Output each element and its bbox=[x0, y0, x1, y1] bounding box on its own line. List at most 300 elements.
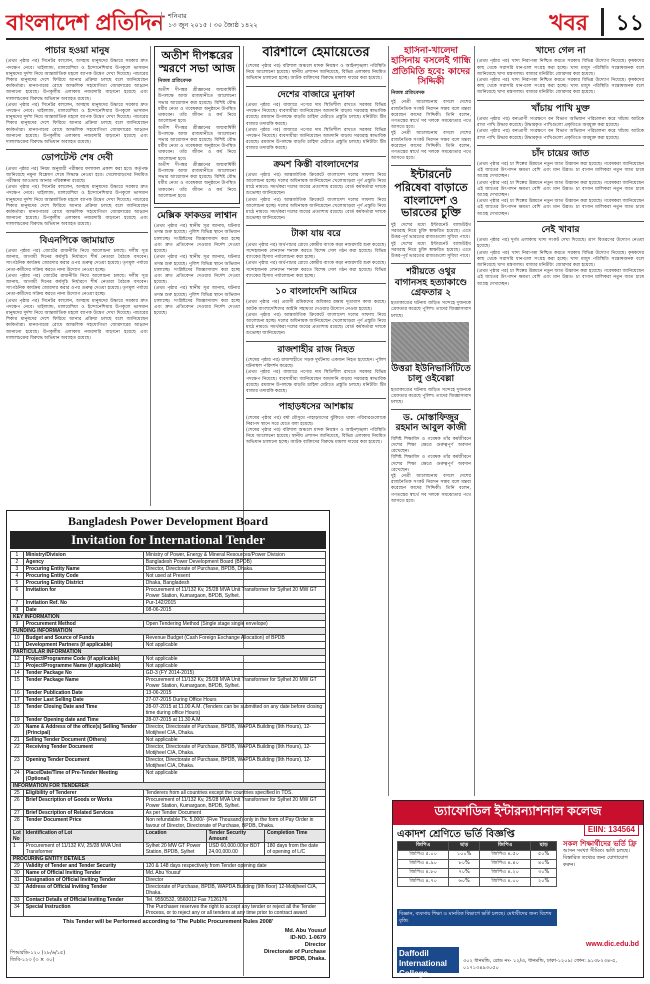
article-headline[interactable]: টাকা যায় বরে bbox=[291, 229, 341, 240]
ad-college-name: ড্যাফোডিল ইন্টারন্যাশনাল কলেজ bbox=[393, 801, 643, 825]
tender-cell-k: Procuring Entity Code bbox=[23, 573, 143, 580]
tender-section-header bbox=[11, 783, 326, 790]
article-body-cont: (প্রথম পৃষ্ঠার পর) বন্যপ্রাণী সংরক্ষণে বন বিভাগ অভিযান পরিচালনা করে খাঁচায় আটকে রাখা পাখি উদ্ধার করেছে। উদ্ধারকৃত পাখিগুলো প্রকৃতিতে অবমুক্ত করা হয়েছে। bbox=[477, 129, 644, 141]
lot-header-cell: Lot No bbox=[11, 830, 24, 843]
tender-cell-v: 120 & 148 days respectively from Tender opening date bbox=[143, 863, 325, 870]
date-label: ১৩ জুন ২০১৫ । ৩০ জ্যৈষ্ঠ ১৪২২ bbox=[168, 21, 258, 29]
tender-cell-n: 29 bbox=[11, 863, 24, 870]
divider bbox=[477, 221, 644, 222]
article-headline[interactable]: হাসিনা-খালেদা হাসিনায় বসলেই গান্ধি প্রতিমিতি হবে: কাদের সিদ্দিকী bbox=[391, 46, 471, 88]
tender-cell-k: Name of Official Inviting Tender bbox=[23, 870, 143, 877]
article-body: (প্রথম পৃষ্ঠার পর) নিয়ম অনুযায়ী পরীক্ষার ফলাফল প্রকাশ করা হবে। কর্তৃপক্ষ জানিয়েছে নমুনা বিশ্লেষণ শেষে সিদ্ধান্ত নেওয়া হবে। খেলোয়াড়দের নিয়মিত পরীক্ষার আওতায় আনার পরিকল্পনা রয়েছে। bbox=[6, 166, 148, 184]
article-headline[interactable]: ইন্টারনেট পরিষেবা বাড়াতে বাংলাদেশ ও ভারতের চুক্তি bbox=[394, 168, 468, 220]
tender-cell-k: Project/Programme Name (if applicable) bbox=[23, 663, 143, 670]
gpa-cell: জিপিএ ৪.৪০ bbox=[480, 860, 531, 869]
tender-cell-k: Tender Publication Date bbox=[23, 690, 143, 697]
article-body-cont: (প্রথম পৃষ্ঠার পর) বাজারে পণ্যের দাম স্থিতিশীল রাখতে সরকার বিভিন্ন পদক্ষেপ নিয়েছে। ব্যবসায়ীরা জানিয়েছেন আমদানি বাড়ায় সরবরাহ স্বাভাবিক রয়েছে। রমজান উপলক্ষে বাড়তি চাহিদা মেটাতে প্রস্তুতি চলছে। মনিটরিং টিম বাজার তদারকি করছে। bbox=[246, 127, 386, 152]
tender-row bbox=[11, 656, 326, 663]
article-headline[interactable]: বরিশালে হেমায়েতের bbox=[262, 46, 370, 60]
tender-cell-n: 2 bbox=[11, 559, 24, 566]
gpa-header-cell: ছাড় bbox=[449, 842, 480, 851]
tender-cell-v: 13-06-2015 bbox=[143, 690, 325, 697]
lot-header-cell: Location bbox=[143, 830, 206, 843]
tender-cell-k: Selling Tender Document (Others) bbox=[23, 737, 143, 744]
tender-row bbox=[11, 904, 326, 917]
tender-cell-n: 5 bbox=[11, 580, 24, 587]
tender-row bbox=[11, 790, 326, 797]
tender-cell-k: Tender Document Price bbox=[23, 817, 143, 830]
article-headline[interactable]: পাহাড়ধসের আশঙ্কায় bbox=[278, 402, 354, 413]
tender-cell-n: 15 bbox=[11, 677, 24, 690]
article-headline[interactable]: খাদ্যে গেল না bbox=[535, 46, 586, 56]
article-body-cont: দুই দেশের মধ্যে ইন্টারনেট ব্যান্ডউইথ সরবরাহ নিয়ে চুক্তি স্বাক্ষরিত হয়েছে। এতে উত্তর-পূর্ব ভারতের রাজ্যগুলো সুবিধা পাবে। bbox=[391, 241, 471, 259]
tender-cell-k: Development Partners (if applicable) bbox=[23, 642, 143, 649]
tender-cell-v: Director bbox=[143, 877, 325, 884]
article-body-cont: (প্রথম পৃষ্ঠার পর) খাদ্য নিরাপত্তা নিশ্চিত করতে সরকার বিভিন্ন উদ্যোগ নিয়েছে। কৃষকদের কাছ থেকে সরাসরি ধান-চাল সংগ্রহ করা হচ্ছে। খাদ্য মজুদ পরিস্থিতি সন্তোষজনক বলে জানিয়েছে খাদ্য মন্ত্রণালয়। বাজার মনিটরিং জোরদার করা হয়েছে। bbox=[477, 77, 644, 96]
tender-org: Bangladesh Power Development Board bbox=[67, 514, 269, 528]
column-5 bbox=[477, 46, 644, 796]
gpa-row bbox=[398, 851, 557, 860]
section-title: খবর bbox=[549, 11, 588, 36]
tender-row bbox=[11, 697, 326, 704]
article-body-cont: অতীশ দীপঙ্কর শ্রীজ্ঞানের জন্মবার্ষিকী উপলক্ষে আজ রাজধানীতে আলোচনা সভার আয়োজন করা হয়েছে। বিশিষ্ট বৌদ্ধ ধর্মীয় নেতা ও গবেষকরা অনুষ্ঠানে উপস্থিত থাকবেন। তাঁর জীবন ও কর্ম নিয়ে আলোচনা হবে। bbox=[158, 162, 236, 199]
tender-cell-n: 33 bbox=[11, 897, 24, 904]
tender-cell-v: Not applicable bbox=[143, 656, 325, 663]
tender-row bbox=[11, 670, 326, 677]
newspaper-logo: বাংলাদেশ প্রতিদিন bbox=[6, 10, 164, 36]
column-rule bbox=[474, 46, 475, 796]
tender-cell-k: Designation of Official Inviting Tender bbox=[23, 877, 143, 884]
lot-cell: Sylhet 20 MW GT Power Station, BPDB, Sylhet bbox=[143, 843, 206, 856]
article-headline[interactable]: চাঁদ চায়ের জাত bbox=[531, 148, 590, 159]
article-headline[interactable]: অতীশ দীপঙ্করের স্মরণে সভা আজ bbox=[158, 49, 236, 75]
tender-cell-n: 1 bbox=[11, 552, 24, 559]
tender-cell-v: 27-07-2015 During Office Hours bbox=[143, 697, 325, 704]
tender-section-label: KEY INFORMATION bbox=[11, 614, 326, 621]
tender-cell-n: 23 bbox=[11, 757, 24, 770]
article-body: দুই নেত্রী আলোচনায় বসলে দেশের রাজনৈতিক সংকট নিরসন সম্ভব বলে মন্তব্য করেছেন কাদের সিদ্দিকী। তিনি বলেন, গণতন্ত্রের স্বার্থে সব দলকে সমঝোতার পথে আসতে হবে। bbox=[391, 100, 471, 131]
tender-cell-v: Tenderers from all countries except the countries specified in TDS. bbox=[143, 790, 325, 797]
tender-table bbox=[10, 551, 326, 917]
ref-code: পিআরডি-১২০ (২৮/৬/১৫) bbox=[10, 950, 66, 956]
lot-cell: USD 60,000.00 or BDT 24,00,000.00 bbox=[206, 843, 264, 856]
tender-cell-v: Not applicable bbox=[143, 663, 325, 670]
divider bbox=[246, 225, 386, 226]
article-body: (প্রথম পৃষ্ঠার পর) বাজারে পণ্যের দাম স্থিতিশীল রাখতে সরকার বিভিন্ন পদক্ষেপ নিয়েছে। ব্যবসায়ীরা জানিয়েছেন আমদানি বাড়ায় সরবরাহ স্বাভাবিক রয়েছে। রমজান উপলক্ষে বাড়তি চাহিদা মেটাতে প্রস্তুতি চলছে। মনিটরিং টিম বাজার তদারকি করছে। bbox=[246, 102, 386, 127]
article-body-cont: দুই নেত্রী আলোচনায় বসলে দেশের রাজনৈতিক সংকট নিরসন সম্ভব বলে মন্তব্য করেছেন কাদের সিদ্দিকী। তিনি বলেন, গণতন্ত্রের স্বার্থে সব দলকে সমঝোতার পথে আসতে হবে। bbox=[391, 131, 471, 162]
tender-row bbox=[11, 877, 326, 884]
article-body: (প্রথম পৃষ্ঠার পর) স্থানীয় সূত্র জানায়, ঘটনার তদন্ত শুরু হয়েছে। পুলিশ বিভিন্ন স্থানে অভিযান চালাচ্ছে। সংশ্লিষ্টদের জিজ্ঞাসাবাদ করা হচ্ছে এবং দ্রুত প্রতিবেদন দেওয়ার নির্দেশ দেওয়া হয়েছে। bbox=[154, 224, 240, 255]
divider bbox=[246, 156, 386, 157]
tender-cell-k: Tender Package Name bbox=[23, 677, 143, 690]
tender-row bbox=[11, 635, 326, 642]
tender-cell-n: 25 bbox=[11, 790, 24, 797]
day-label: শনিবার bbox=[168, 12, 187, 20]
tender-section-label: FUNDING INFORMATION bbox=[11, 628, 326, 635]
article-headline[interactable]: ক্রমশ কিস্তী বাংলাদেশের bbox=[273, 159, 359, 170]
tender-cell-v: Procurement of 11/132 Kv, 25/28 MVA Unit Transformer for Sylhet 20 MW GT Power Station, Kumargaon, BPDB, Sylhet. bbox=[143, 677, 325, 690]
tender-cell-k: Validity of Tender and Tender Security bbox=[23, 863, 143, 870]
tender-cell-n: 17 bbox=[11, 697, 24, 704]
article-body-cont: অতীশ দীপঙ্কর শ্রীজ্ঞানের জন্মবার্ষিকী উপলক্ষে আজ রাজধানীতে আলোচনা সভার আয়োজন করা হয়েছে। বিশিষ্ট বৌদ্ধ ধর্মীয় নেতা ও গবেষকরা অনুষ্ঠানে উপস্থিত থাকবেন। তাঁর জীবন ও কর্ম নিয়ে আলোচনা হবে। bbox=[158, 125, 236, 162]
tender-row bbox=[11, 580, 326, 587]
tender-cell-v: Director, Directorate of Purchase, BPDB, WAPDA Building (9th Hours), 12-Motijheel C/A, Dhaka. bbox=[143, 757, 325, 770]
tender-cell-n: 10 bbox=[11, 635, 24, 642]
article-body-cont: (প্রথম পৃষ্ঠার পর) স্থানীয় সূত্র জানায়, ঘটনার তদন্ত শুরু হয়েছে। পুলিশ বিভিন্ন স্থানে অভিযান চালাচ্ছে। সংশ্লিষ্টদের জিজ্ঞাসাবাদ করা হচ্ছে এবং দ্রুত প্রতিবেদন দেওয়ার নির্দেশ দেওয়া হয়েছে। bbox=[154, 286, 240, 317]
tender-cell-n: 3 bbox=[11, 566, 24, 573]
tender-cell-v: Not applicable bbox=[143, 770, 325, 783]
tender-cell-k: Date bbox=[23, 607, 143, 614]
tender-cell-v: Not applicable bbox=[143, 737, 325, 744]
tender-cell-k: Budget and Source of Funds bbox=[23, 635, 143, 642]
tender-cell-v: Non refundable Tk. 5,000/- (Five Thousand) only in the form of Pay Order in favour of Director, Directorate of Purchase, BPDB, Dhaka. bbox=[143, 817, 325, 830]
tender-cell-k: Brief Description of Goods or Works bbox=[23, 797, 143, 810]
tender-cell-v: The Purchaser reserves the right to accept any tender or reject all the Tender Process, or to reject any or all tenders at any time prior to contract award bbox=[143, 904, 325, 917]
tender-cell-n: 12 bbox=[11, 656, 24, 663]
tender-row bbox=[11, 817, 326, 830]
tender-cell-v: Director, Directorate of Purchase, BPDB, Dhaka. bbox=[143, 566, 325, 573]
gpa-header-cell: জিপিএ bbox=[398, 842, 449, 851]
gpa-row bbox=[398, 878, 557, 887]
tender-cell-n: 30 bbox=[11, 870, 24, 877]
tender-cell-k: Eligibility of Tenderer bbox=[23, 790, 143, 797]
tender-cell-k: Brief Description of Related Services bbox=[23, 810, 143, 817]
article-body: (প্রথম পৃষ্ঠার পর) দুর্গম এলাকায় খাদ্য সংকট দেখা দিয়েছে। ত্রাণ বিতরণের উদ্যোগ নেওয়া হয়েছে। bbox=[477, 238, 644, 250]
divider bbox=[6, 149, 148, 150]
article-body: (প্রথম পৃষ্ঠার পর) চা শিল্পের উন্নয়নে নতুন জাত উদ্ভাবন করা হয়েছে। গবেষকরা জানিয়েছেন এই জাতের উৎপাদন ক্ষমতা বেশি এবং মান উন্নত। চা বাগান মালিকরা নতুন জাত চাষে আগ্রহ দেখাচ্ছেন। bbox=[477, 162, 644, 180]
tender-cell-k: Tender Closing Date and Time bbox=[23, 704, 143, 717]
tender-section-label: PARTICULAR INFORMATION bbox=[11, 649, 326, 656]
tender-row bbox=[11, 704, 326, 717]
tender-row bbox=[11, 552, 326, 559]
article-headline[interactable]: উত্তরা ইউনিভার্সিটিতে চালু ওইবেল্লা bbox=[391, 363, 471, 385]
divider bbox=[477, 100, 644, 101]
article-body-cont: (প্রথম পৃষ্ঠার পর) সিনেটর বললেন, অসহায় মানুষদের উদ্ধারে সরকার দ্রুত পদক্ষেপ নেবে। থাইল্যান্ড, মালয়েশিয়া ও ইন্দোনেশিয়ার উপকূলে ভাসমান মানুষদের দুর্দশা নিয়ে আন্তর্জাতিক মহলে ব্যাপক উদ্বেগ দেখা দিয়েছে। পাচারের শিকার মানুষদের দেশে ফিরিয়ে আনার প্রক্রিয়া চলছে বলে জানিয়েছেন কর্মকর্তারা। মানবপাচার রোধে আঞ্চলিক সহযোগিতা জোরদারের আহ্বান জানানো হয়েছে। উপকূলীয় এলাকায় নজরদারি বাড়ানো হয়েছে এবং দালালচক্রের বিরুদ্ধে অভিযান অব্যাহত রয়েছে। bbox=[6, 185, 148, 228]
article-body-cont: (প্রথম পৃষ্ঠার পর) সিনেটর বললেন, অসহায় মানুষদের উদ্ধারে সরকার দ্রুত পদক্ষেপ নেবে। থাইল্যান্ড, মালয়েশিয়া ও ইন্দোনেশিয়ার উপকূলে ভাসমান মানুষদের দুর্দশা নিয়ে আন্তর্জাতিক মহলে ব্যাপক উদ্বেগ দেখা দিয়েছে। পাচারের শিকার মানুষদের দেশে ফিরিয়ে আনার প্রক্রিয়া চলছে বলে জানিয়েছেন কর্মকর্তারা। মানবপাচার রোধে আঞ্চলিক সহযোগিতা জোরদারের আহ্বান জানানো হয়েছে। উপকূলীয় এলাকায় নজরদারি বাড়ানো হয়েছে এবং দালালচক্রের বিরুদ্ধে অভিযান অব্যাহত রয়েছে। bbox=[6, 298, 148, 341]
tender-cell-v: Tel. 9550532, 9560012 Fax 7126176 bbox=[143, 897, 325, 904]
column-rule bbox=[150, 46, 151, 506]
tender-cell-n: 22 bbox=[11, 744, 24, 757]
article-headline[interactable]: ডোপটেস্ট শেষ দেবী bbox=[41, 153, 113, 164]
tender-cell-n: 28 bbox=[11, 817, 24, 830]
tender-cell-v: 08-06-2015 bbox=[143, 607, 325, 614]
lot-cell: 180 days from the date of opening of L/C bbox=[264, 843, 325, 856]
tender-cell-n: 16 bbox=[11, 690, 24, 697]
article-body-cont: বিশিষ্ট শিক্ষাবিদ ও গবেষক তাঁর কর্মজীবনে দেশের শিক্ষা ক্ষেত্রে গুরুত্বপূর্ণ অবদান রেখেছেন। bbox=[391, 455, 471, 473]
tender-row bbox=[11, 770, 326, 783]
tender-row bbox=[11, 621, 326, 628]
tender-row bbox=[11, 810, 326, 817]
gpa-cell: ৭০% bbox=[449, 869, 480, 878]
article-body: (প্রথম পৃষ্ঠার পর) খাদ্য নিরাপত্তা নিশ্চিত করতে সরকার বিভিন্ন উদ্যোগ নিয়েছে। কৃষকদের কাছ থেকে সরাসরি ধান-চাল সংগ্রহ করা হচ্ছে। খাদ্য মজুদ পরিস্থিতি সন্তোষজনক বলে জানিয়েছে খাদ্য মন্ত্রণালয়। বাজার মনিটরিং জোরদার করা হয়েছে। bbox=[477, 59, 644, 77]
tender-cell-k: Address of Official Inviting Tender bbox=[23, 884, 143, 897]
ad-info bbox=[563, 841, 641, 869]
tender-cell-v: GD-3 (FY 2014-2015) bbox=[143, 670, 325, 677]
article-body-cont: (প্রথম পৃষ্ঠার পর) জোটের রাজনীতি নিয়ে আলোচনা চলছে। দলীয় সূত্র জানায়, আগামী দিনের কর্মসূচি নির্ধারণে শীর্ষ নেতারা বৈঠকে বসবেন। সাংগঠনিক কার্যক্রম জোরদার করার ওপর গুরুত্ব দেওয়া হয়েছে। তৃণমূল পর্যায়ে নেতা-কর্মীদের সক্রিয় করতে নানা উদ্যোগ নেওয়া হচ্ছে। bbox=[6, 273, 148, 298]
divider bbox=[154, 207, 240, 208]
gpa-cell: জিপিএ ৪.০০ bbox=[480, 878, 531, 887]
tender-cell-v: Procurement of 11/132 Kv, 25/28 MVA Unit Transformer for Sylhet 20 MW GT Power Station, Kumargaon, BPDB, Sylhet. bbox=[143, 587, 325, 600]
tender-cell-n: 9 bbox=[11, 621, 24, 628]
tender-cell-k: Place/Date/Time of Pre-Tender Meeting (Optional) bbox=[23, 770, 143, 783]
tender-ref bbox=[10, 950, 65, 963]
ad-info-text: আসন সংখ্যা সীমিত। ভর্তি চলছে। বিস্তারিত তথ্যের জন্য যোগাযোগ করুন। bbox=[563, 848, 630, 868]
gpa-cell: ২০% bbox=[531, 878, 557, 887]
tender-cell-n: 32 bbox=[11, 884, 24, 897]
lot-cell: 1 bbox=[11, 843, 24, 856]
tender-cell-v: 28-07-2015 at 11.30 A.M. bbox=[143, 717, 325, 724]
gpa-cell: জিপিএ ৪.৯০ bbox=[398, 860, 449, 869]
tender-cell-n: 4 bbox=[11, 573, 24, 580]
article-body-cont: (প্রথম পৃষ্ঠার পর) অর্থপাচার রোধে কেন্দ্রীয় ব্যাংক কড়া নজরদারি শুরু করেছে। সন্দেহজনক লেনদেন শনাক্ত করতে বিশেষ সেল গঠন করা হয়েছে। বিভিন্ন ব্যাংকের হিসাব পর্যালোচনা করা হচ্ছে। bbox=[246, 261, 386, 279]
ad-website-link[interactable]: www.dic.edu.bd bbox=[585, 941, 639, 948]
tender-row bbox=[11, 607, 326, 614]
column-rule bbox=[388, 46, 389, 796]
divider bbox=[246, 283, 386, 284]
lot-header-cell: Tender Security Amount bbox=[206, 830, 264, 843]
article-headline[interactable]: বিএনপিকে জামায়াত bbox=[39, 235, 115, 246]
tender-cell-v: Open Tendering Method (Single stage single envelope) bbox=[143, 621, 325, 628]
tender-cell-n: 18 bbox=[11, 704, 24, 717]
tender-cell-n: 20 bbox=[11, 724, 24, 737]
tender-cell-n: 14 bbox=[11, 670, 24, 677]
tender-cell-v: Pur-142/2015 bbox=[143, 600, 325, 607]
gpa-cell: জিপিএ ৫.০০ bbox=[398, 851, 449, 860]
article-body-cont: দুই নেত্রী আলোচনায় বসলে দেশের রাজনৈতিক সংকট নিরসন সম্ভব বলে মন্তব্য করেছেন কাদের সিদ্দিকী। তিনি বলেন, গণতন্ত্রের স্বার্থে সব দলকে সমঝোতার পথে আসতে হবে। bbox=[391, 474, 471, 504]
tender-cell-n: 8 bbox=[11, 607, 24, 614]
article-headline[interactable]: খাঁচায় পাখি মুক্ত bbox=[531, 103, 590, 114]
tender-cell-v: Not applicable bbox=[143, 642, 325, 649]
ad-eiin: EIIN: 134564 bbox=[584, 823, 639, 836]
gpa-cell: ৮০% bbox=[449, 860, 480, 869]
tender-row bbox=[11, 884, 326, 897]
signer-id: ID-NO. 1-0679 bbox=[290, 935, 326, 941]
tender-row bbox=[11, 677, 326, 690]
page-divider bbox=[601, 8, 604, 36]
article-body-cont: (প্রথম পৃষ্ঠার পর) সিনেটর বললেন, অসহায় মানুষদের উদ্ধারে সরকার দ্রুত পদক্ষেপ নেবে। থাইল্যান্ড, মালয়েশিয়া ও ইন্দোনেশিয়ার উপকূলে ভাসমান মানুষদের দুর্দশা নিয়ে আন্তর্জাতিক মহলে ব্যাপক উদ্বেগ দেখা দিয়েছে। পাচারের শিকার মানুষদের দেশে ফিরিয়ে আনার প্রক্রিয়া চলছে বলে জানিয়েছেন কর্মকর্তারা। মানবপাচার রোধে আঞ্চলিক সহযোগিতা জোরদারের আহ্বান জানানো হয়েছে। উপকূলীয় এলাকায় নজরদারি বাড়ানো হয়েছে এবং দালালচক্রের বিরুদ্ধে অভিযান অব্যাহত রয়েছে। bbox=[6, 102, 148, 145]
article-body: (প্রথম পৃষ্ঠার পর) প্রবাসী শ্রমিকদের অধিকার রক্ষায় দূতাবাস কাজ করছে। আটক বাংলাদেশিদের আইনি সহায়তা দেওয়ার উদ্যোগ নেওয়া হয়েছে। bbox=[246, 300, 386, 312]
tender-section-header bbox=[11, 649, 326, 656]
article-body-cont: (শেষের পৃষ্ঠার পর) বরিশাল অঞ্চলে মাদক নিয়ন্ত্রণ ও আইনশৃঙ্খলা পরিস্থিতি নিয়ে আলোচনা হয়েছে। স্থানীয় প্রশাসন জানিয়েছে, বিভিন্ন এলাকায় নিয়মিত অভিযান চালানো হচ্ছে। আটক ব্যক্তিদের বিরুদ্ধে মামলা দায়ের করা হয়েছে। bbox=[246, 427, 386, 446]
ad-contact: ৩০২ ধানমন্ডি, রোড নং- ১২/এ, ধানমন্ডি, ঢাকা-১২০৯। ফোন: ৯১৩৮২৩৪-৫, ০১৭১৩৪৯৩০৫০ bbox=[463, 958, 617, 971]
gpa-cell: ৩০% bbox=[531, 869, 557, 878]
tender-title: Invitation for International Tender bbox=[10, 531, 326, 549]
ad-college-logo: Daffodil International College bbox=[397, 947, 459, 973]
tender-cell-k: Ministry/Division bbox=[23, 552, 143, 559]
gpa-cell: ১০০% bbox=[449, 851, 480, 860]
gpa-header-row bbox=[398, 842, 557, 851]
college-admission-ad[interactable] bbox=[392, 800, 644, 978]
tender-row bbox=[11, 863, 326, 870]
article-body: (প্রথম পৃষ্ঠার পর) বন্যপ্রাণী সংরক্ষণে বন বিভাগ অভিযান পরিচালনা করে খাঁচায় আটকে রাখা পাখি উদ্ধার করেছে। উদ্ধারকৃত পাখিগুলো প্রকৃতিতে অবমুক্ত করা হয়েছে। bbox=[477, 116, 644, 129]
signer-dept: Directorate of Purchase bbox=[263, 949, 326, 955]
signer-org: BPDB, Dhaka. bbox=[289, 956, 326, 962]
article-body: দুই দেশের মধ্যে ইন্টারনেট ব্যান্ডউইথ সরবরাহ নিয়ে চুক্তি স্বাক্ষরিত হয়েছে। এতে উত্তর-পূর্ব ভারতের রাজ্যগুলো সুবিধা পাবে। bbox=[391, 222, 471, 241]
gpa-row bbox=[398, 869, 557, 878]
article-body-cont: হত্যাকাণ্ডের ঘটনায় জড়িত সন্দেহে দুজনকে গ্রেফতার করেছে পুলিশ। তাদের জিজ্ঞাসাবাদ চলছে। bbox=[391, 387, 471, 405]
article-body-cont: (প্রথম পৃষ্ঠার পর) আন্তর্জাতিক ক্রিকেটে বাংলাদেশ দলের সাফল্য নিয়ে আলোচনা হচ্ছে। দলের অধিনায়ক জানিয়েছেন খেলোয়াড়রা পূর্ণ প্রস্তুতি নিয়ে মাঠে নামবে। সমর্থকরা দলের জয়ের প্রত্যাশায় রয়েছে। বোর্ড কর্মকর্তারা দলকে শুভেচ্ছা জানিয়েছেন। bbox=[246, 312, 386, 337]
divider bbox=[391, 409, 471, 410]
tender-row bbox=[11, 897, 326, 904]
tender-cell-k: Tender Package No bbox=[23, 670, 143, 677]
article-body-cont: (প্রথম পৃষ্ঠার পর) বাজারে পণ্যের দাম স্থিতিশীল রাখতে সরকার বিভিন্ন পদক্ষেপ নিয়েছে। ব্যবসায়ীরা জানিয়েছেন আমদানি বাড়ায় সরবরাহ স্বাভাবিক রয়েছে। রমজান উপলক্ষে বাড়তি চাহিদা মেটাতে প্রস্তুতি চলছে। মনিটরিং টিম বাজার তদারকি করছে। bbox=[246, 370, 386, 394]
ad-free-admission: সকল শিক্ষার্থীদের ভর্তি ফ্রি bbox=[563, 840, 637, 848]
tender-row bbox=[11, 559, 326, 566]
tender-cell-v: As per Tender Document bbox=[143, 810, 325, 817]
gpa-header-cell: ছাড় bbox=[531, 842, 557, 851]
tender-cell-v: Revenue Budget (Cash Foreign Exchange Allocation) of BPDB bbox=[143, 635, 325, 642]
divider bbox=[391, 165, 471, 166]
ad-bullets: বিজ্ঞান, ব্যবসায় শিক্ষা ও মানবিক বিভাগে ভর্তি চলছে। মেধাবীদের জন্য বিশেষ বৃত্তি। bbox=[397, 909, 557, 926]
article-body-cont: (প্রথম পৃষ্ঠার পর) স্থানীয় সূত্র জানায়, ঘটনার তদন্ত শুরু হয়েছে। পুলিশ বিভিন্ন স্থানে অভিযান চালাচ্ছে। সংশ্লিষ্টদের জিজ্ঞাসাবাদ করা হচ্ছে এবং দ্রুত প্রতিবেদন দেওয়ার নির্দেশ দেওয়া হয়েছে। bbox=[154, 255, 240, 286]
tender-cell-k: Procurement Method bbox=[23, 621, 143, 628]
ref-code-2: জিবি-১২৩ (৩ × ৩০) bbox=[10, 956, 55, 963]
column-2 bbox=[154, 46, 240, 506]
tender-cell-k: Name & Address of the office(s) Selling Tender (Principal) bbox=[23, 724, 143, 737]
gpa-cell: জিপিএ ৪.৭০ bbox=[398, 878, 449, 887]
tender-notice bbox=[6, 510, 330, 978]
tender-cell-k: Opening Tender Document bbox=[23, 757, 143, 770]
article-body: বিশিষ্ট শিক্ষাবিদ ও গবেষক তাঁর কর্মজীবনে দেশের শিক্ষা ক্ষেত্রে গুরুত্বপূর্ণ অবদান রেখেছেন। bbox=[391, 436, 471, 455]
tender-row bbox=[11, 724, 326, 737]
article-headline[interactable]: পাচার হওয়া মানুষ bbox=[44, 46, 110, 56]
article-body: (প্রথম পৃষ্ঠার পর) আন্তর্জাতিক ক্রিকেটে বাংলাদেশ দলের সাফল্য নিয়ে আলোচনা হচ্ছে। দলের অধিনায়ক জানিয়েছেন খেলোয়াড়রা পূর্ণ প্রস্তুতি নিয়ে মাঠে নামবে। সমর্থকরা দলের জয়ের প্রত্যাশায় রয়েছে। বোর্ড কর্মকর্তারা দলকে শুভেচ্ছা জানিয়েছেন। bbox=[246, 172, 386, 197]
divider bbox=[246, 341, 386, 342]
article-body-cont: (প্রথম পৃষ্ঠার পর) চা শিল্পের উন্নয়নে নতুন জাত উদ্ভাবন করা হয়েছে। গবেষকরা জানিয়েছেন এই জাতের উৎপাদন ক্ষমতা বেশি এবং মান উন্নত। চা বাগান মালিকরা নতুন জাত চাষে আগ্রহ দেখাচ্ছেন। bbox=[477, 180, 644, 199]
tender-cell-k: Special Instruction bbox=[23, 904, 143, 917]
tender-row bbox=[11, 870, 326, 877]
tender-cell-v: Not used at Present bbox=[143, 573, 325, 580]
tender-cell-k: Project/Programme Code (if applicable) bbox=[23, 656, 143, 663]
lot-cell: Procurement of 11/132 KV, 25/28 MVA Unit Transformer bbox=[23, 843, 143, 856]
signer-name: Md. Abu Yousuf bbox=[284, 928, 326, 934]
tender-cell-v: Procurement of 11/132 Kv, 25/28 MVA Unit Transformer for Sylhet 20 MW GT Power Station, Kumargaon, BPDB, Sylhet. bbox=[143, 797, 325, 810]
gpa-cell: জিপিএ ৪.৫০ bbox=[480, 851, 531, 860]
lot-header-cell: Identification of Lot bbox=[23, 830, 143, 843]
tender-cell-n: 34 bbox=[11, 904, 24, 917]
divider bbox=[246, 398, 386, 399]
ad-subtitle: একাদশ শ্রেণিতে ভর্তি বিজ্ঞপ্তি bbox=[397, 829, 515, 840]
tender-cell-v: Director, Directorate of Purchase, BPDB, WAPDA Building (9th Hours), 12-Motijheel C/A, Dhaka. bbox=[143, 724, 325, 737]
article-headline[interactable]: দেশের বাজারে মুনাফা bbox=[277, 89, 355, 100]
divider bbox=[477, 145, 644, 146]
article-body: (শেষের পৃষ্ঠার পর) রাজশাহীতে সড়ক দুর্ঘটনায় একজন নিহত হয়েছেন। পুলিশ ঘটনাস্থল পরিদর্শন করেছে। bbox=[246, 357, 386, 370]
gpa-cell: ৬০% bbox=[449, 878, 480, 887]
tender-row bbox=[11, 690, 326, 697]
tender-cell-v: 28-07-2015 at 11.00 A.M. (Tenders can be submitted on any date before closing time during office Hours) bbox=[143, 704, 325, 717]
tender-cell-k: Procuring Entity Name bbox=[23, 566, 143, 573]
tender-section-header bbox=[11, 856, 326, 863]
article-headline[interactable]: রাজশাহীর রাজ নিহত bbox=[277, 344, 355, 355]
tender-row bbox=[11, 744, 326, 757]
tender-row bbox=[11, 566, 326, 573]
tender-cell-v: Ministry of Power, Energy & Mineral Resources/Power Division bbox=[143, 552, 325, 559]
signer-title: Director bbox=[304, 942, 326, 948]
masthead bbox=[6, 6, 644, 40]
tender-row bbox=[11, 587, 326, 600]
tender-cell-n: 11 bbox=[11, 642, 24, 649]
article-headline[interactable]: মেক্সিক ফাকডর লাশ্বান bbox=[157, 210, 237, 221]
tender-cell-n: 19 bbox=[11, 717, 24, 724]
article-body: (প্রথম পৃষ্ঠার পর) সিনেটর বললেন, অসহায় মানুষদের উদ্ধারে সরকার দ্রুত পদক্ষেপ নেবে। থাইল্যান্ড, মালয়েশিয়া ও ইন্দোনেশিয়ার উপকূলে ভাসমান মানুষদের দুর্দশা নিয়ে আন্তর্জাতিক মহলে ব্যাপক উদ্বেগ দেখা দিয়েছে। পাচারের শিকার মানুষদের দেশে ফিরিয়ে আনার প্রক্রিয়া চলছে বলে জানিয়েছেন কর্মকর্তারা। মানবপাচার রোধে আঞ্চলিক সহযোগিতা জোরদারের আহ্বান জানানো হয়েছে। উপকূলীয় এলাকায় নজরদারি বাড়ানো হয়েছে এবং দালালচক্রের বিরুদ্ধে অভিযান অব্যাহত রয়েছে। bbox=[6, 59, 148, 102]
tender-row bbox=[11, 642, 326, 649]
tender-row bbox=[11, 573, 326, 580]
tender-cell-k: Contact Details of Official Inviting Tender bbox=[23, 897, 143, 904]
divider bbox=[6, 232, 148, 233]
tender-cell-k: Invitation Ref. No bbox=[23, 600, 143, 607]
tender-section-header bbox=[11, 628, 326, 635]
gpa-cell: জিপিএ ৪.৮০ bbox=[398, 869, 449, 878]
tender-cell-n: 31 bbox=[11, 877, 24, 884]
tender-section-label: PROCURING ENTITY DETAILS bbox=[11, 856, 326, 863]
news-photo bbox=[391, 322, 469, 362]
tender-cell-v: Md. Abu Yousuf bbox=[143, 870, 325, 877]
tender-cell-v: Dhaka, Bangladesh bbox=[143, 580, 325, 587]
tender-cell-v: Director, Directorate of Purchase, BPDB, WAPDA Building (9th Hours), 12-Motijheel C/A, Dhaka. bbox=[143, 744, 325, 757]
article-body: (শেষের পৃষ্ঠার পর) বরিশাল অঞ্চলে মাদক নিয়ন্ত্রণ ও আইনশৃঙ্খলা পরিস্থিতি নিয়ে আলোচনা হয়েছে। স্থানীয় প্রশাসন জানিয়েছে, বিভিন্ন এলাকায় নিয়মিত অভিযান চালানো হচ্ছে। আটক ব্যক্তিদের বিরুদ্ধে মামলা দায়ের করা হয়েছে। bbox=[246, 63, 386, 82]
article-headline[interactable]: ১০ বাংলাদেশি আমিরে bbox=[275, 287, 357, 298]
divider bbox=[391, 263, 471, 264]
gpa-waiver-table bbox=[397, 841, 557, 887]
article-body: অতীশ দীপঙ্কর শ্রীজ্ঞানের জন্মবার্ষিকী উপলক্ষে আজ রাজধানীতে আলোচনা সভার আয়োজন করা হয়েছে। বিশিষ্ট বৌদ্ধ ধর্মীয় নেতা ও গবেষকরা অনুষ্ঠানে উপস্থিত থাকবেন। তাঁর জীবন ও কর্ম নিয়ে আলোচনা হবে। bbox=[158, 88, 236, 125]
tender-section-label: INFORMATION FOR TENDERER bbox=[11, 783, 326, 790]
tender-cell-n: 7 bbox=[11, 600, 24, 607]
tender-cell-n: 27 bbox=[11, 810, 24, 817]
article-body: (প্রথম পৃষ্ঠার পর) অর্থপাচার রোধে কেন্দ্রীয় ব্যাংক কড়া নজরদারি শুরু করেছে। সন্দেহজনক লেনদেন শনাক্ত করতে বিশেষ সেল গঠন করা হয়েছে। বিভিন্ন ব্যাংকের হিসাব পর্যালোচনা করা হচ্ছে। bbox=[246, 242, 386, 261]
gpa-header-cell: জিপিএ bbox=[480, 842, 531, 851]
gpa-row bbox=[398, 860, 557, 869]
article-headline[interactable]: শরীয়তে ওথুর বাগানসহ হত্যাকাণ্ডে গ্রেফতার ২ bbox=[394, 267, 468, 298]
tender-signature bbox=[264, 928, 326, 963]
tender-cell-n: 6 bbox=[11, 587, 24, 600]
dateline bbox=[161, 12, 258, 30]
article-headline[interactable]: নেই খাবার bbox=[541, 224, 580, 235]
tender-cell-k: Tender Last Selling Date bbox=[23, 697, 143, 704]
tender-cell-v: Directorate of Purchase, BPDB, WAPDA Building (9th floor) 12-Motijheel C/A, Dhaka. bbox=[143, 884, 325, 897]
article-body: (শেষের পৃষ্ঠার পর) বর্ষা মৌসুমে পাহাড়ধসের ঝুঁকিতে থাকা পরিবারগুলোকে নিরাপদ স্থানে সরে যেতে বলা হয়েছে। bbox=[246, 415, 386, 427]
tender-cell-n: 21 bbox=[11, 737, 24, 744]
tender-row bbox=[11, 663, 326, 670]
article-body-cont: (প্রথম পৃষ্ঠার পর) চা শিল্পের উন্নয়নে নতুন জাত উদ্ভাবন করা হয়েছে। গবেষকরা জানিয়েছেন এই জাতের উৎপাদন ক্ষমতা বেশি এবং মান উন্নত। চা বাগান মালিকরা নতুন জাত চাষে আগ্রহ দেখাচ্ছেন। bbox=[477, 269, 644, 287]
tender-row bbox=[11, 717, 326, 724]
gpa-cell: ৫০% bbox=[531, 851, 557, 860]
gpa-cell: ৪০% bbox=[531, 860, 557, 869]
tender-cell-v: Bangladesh Power Development Board (BPDB) bbox=[143, 559, 325, 566]
article-body-cont: (প্রথম পৃষ্ঠার পর) আন্তর্জাতিক ক্রিকেটে বাংলাদেশ দলের সাফল্য নিয়ে আলোচনা হচ্ছে। দলের অধিনায়ক জানিয়েছেন খেলোয়াড়রা পূর্ণ প্রস্তুতি নিয়ে মাঠে নামবে। সমর্থকরা দলের জয়ের প্রত্যাশায় রয়েছে। বোর্ড কর্মকর্তারা দলকে শুভেচ্ছা জানিয়েছেন। bbox=[246, 197, 386, 222]
article-headline[interactable]: ড. মোস্তাফিজুর রহমান আবুল কাজী bbox=[395, 413, 467, 434]
article-body: (প্রথম পৃষ্ঠার পর) জোটের রাজনীতি নিয়ে আলোচনা চলছে। দলীয় সূত্র জানায়, আগামী দিনের কর্মসূচি নির্ধারণে শীর্ষ নেতারা বৈঠকে বসবেন। সাংগঠনিক কার্যক্রম জোরদার করার ওপর গুরুত্ব দেওয়া হয়েছে। তৃণমূল পর্যায়ে নেতা-কর্মীদের সক্রিয় করতে নানা উদ্যোগ নেওয়া হচ্ছে। bbox=[6, 248, 148, 273]
column-1 bbox=[6, 46, 148, 506]
lot-header-row bbox=[11, 830, 326, 843]
tender-row bbox=[11, 600, 326, 607]
tender-cell-k: Invitation for bbox=[23, 587, 143, 600]
feature-box bbox=[154, 46, 240, 204]
tender-section-header bbox=[11, 614, 326, 621]
byline: নিজস্ব প্রতিবেদক bbox=[158, 78, 192, 85]
tender-cell-n: 26 bbox=[11, 797, 24, 810]
tender-row bbox=[11, 757, 326, 770]
divider bbox=[246, 86, 386, 87]
article-body: হত্যাকাণ্ডের ঘটনায় জড়িত সন্দেহে দুজনকে গ্রেফতার করেছে পুলিশ। তাদের জিজ্ঞাসাবাদ চলছে। bbox=[391, 301, 471, 319]
tender-cell-k: Receiving Tender Document bbox=[23, 744, 143, 757]
tender-cell-k: Tender Opening date and Time bbox=[23, 717, 143, 724]
article-body-cont: (প্রথম পৃষ্ঠার পর) চা শিল্পের উন্নয়নে নতুন জাত উদ্ভাবন করা হয়েছে। গবেষকরা জানিয়েছেন এই জাতের উৎপাদন ক্ষমতা বেশি এবং মান উন্নত। চা বাগান মালিকরা নতুন জাত চাষে আগ্রহ দেখাচ্ছেন। bbox=[477, 199, 644, 217]
tender-note: This Tender will be Performed according to 'The Public Procurement Rules 2008' bbox=[62, 919, 274, 925]
gpa-cell: জিপিএ ৪.২০ bbox=[480, 869, 531, 878]
tender-cell-k: Agency bbox=[23, 559, 143, 566]
tender-cell-k: Procuring Entity District bbox=[23, 580, 143, 587]
byline: নিজস্ব প্রতিবেদক bbox=[391, 90, 425, 97]
